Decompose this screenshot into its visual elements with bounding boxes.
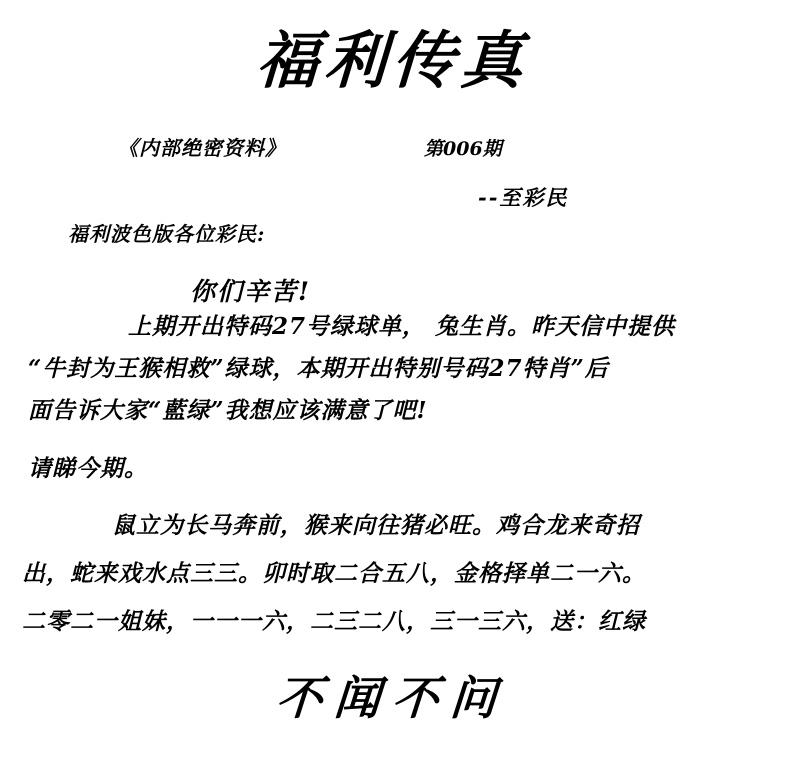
subtitle-confidential: 《内部绝密资料》 — [118, 136, 286, 160]
prediction-line-3: 二零二一姐妹，一一一六，二三二八，三一三六，送：红绿 — [22, 608, 646, 635]
body-line-3: 面告诉大家“藍绿”我想应该满意了吧! — [28, 397, 428, 424]
body-line-2: “牛封为王猴相救”绿球，本期开出特别号码27特肖”后 — [28, 355, 609, 382]
issue-number: 第006期 — [424, 138, 502, 160]
dedication-text: --至彩民 — [478, 185, 569, 210]
subheader-row — [0, 132, 785, 166]
body-line-1: 上期开出特码27号绿球单， 兔生肖。昨天信中提供 — [128, 313, 676, 340]
footer-slogan: 不闻不问 — [274, 671, 511, 725]
salutation-text: 福利波色版各位彩民: — [68, 222, 266, 246]
page-title: 福利传真 — [254, 24, 531, 97]
please-see-line: 请睇今期。 — [28, 455, 148, 482]
body-paragraph — [28, 306, 768, 432]
prediction-paragraph — [22, 502, 772, 646]
prediction-line-2: 出，蛇来戏水点三三。卯时取二合五八，金格择单二一六。 — [22, 560, 646, 587]
prediction-line-1: 鼠立为长马奔前，猴来向往猪必旺。鸡合龙来奇招 — [112, 512, 640, 539]
greeting-text: 你们辛苦! — [190, 277, 311, 306]
